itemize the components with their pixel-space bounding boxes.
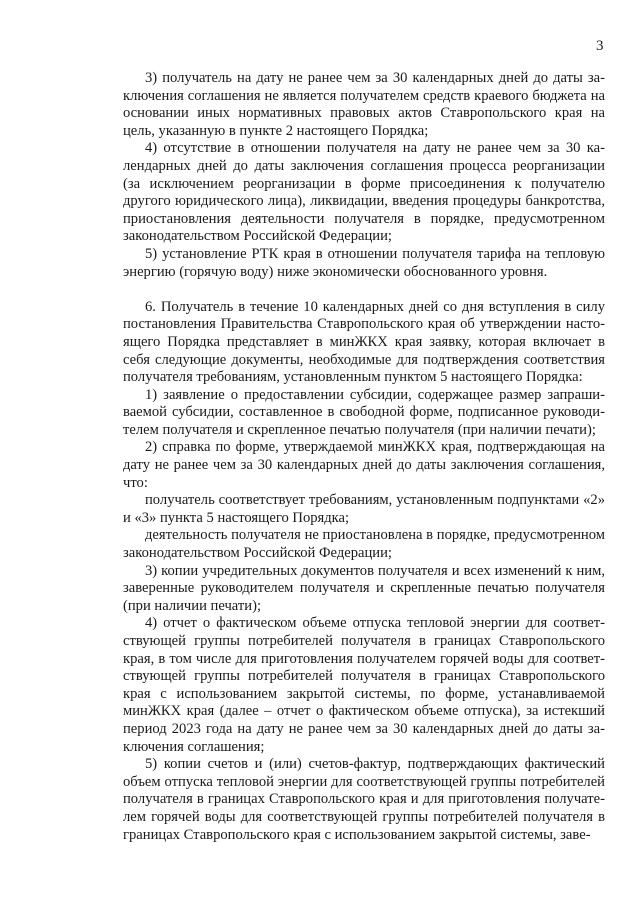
paragraph: 3) получатель на дату не ранее чем за 30 календарных дней до даты заключения соглашения не является получателем средств краевого бюджета на основании иных нормативных правовых актов Ставропольского края на цель, указанную в пункте 2 настоящего Порядка; <box>123 70 605 139</box>
paragraph: 5) установление РТК края в отношении получателя тарифа на тепловую энергию (горячую воду) ниже экономически обоснованного уровня. <box>123 245 605 280</box>
paragraph: 6. Получатель в течение 10 календарных дней со дня вступления в силу постановления Правительства Ставропольского края об утверждении настоящего Порядка представляет в минЖКХ края заявку, которая включает в себя следующие документы, необходимые для подтверждения соответствия получателя требованиям, установленным пунктом 5 настоящего Порядка: <box>123 298 605 386</box>
paragraph: 2) справка по форме, утверждаемой минЖКХ края, подтверждающая на дату не ранее чем за 30 календарных дней до даты заключения соглашения, что: <box>123 439 605 491</box>
paragraph: деятельность получателя не приостановлена в порядке, предусмотренном законодательством Российской Федерации; <box>123 527 605 562</box>
paragraph: 4) отсутствие в отношении получателя на дату не ранее чем за 30 календарных дней до даты заключения соглашения процесса реорганизации (за исключением реорганизации в форме присоединения к получателю другого юридического лица), ликвидации, введения процедуры банкротства, приостановления деятельности получателя в порядке, предусмотренном законодательством Российской Федерации; <box>123 140 605 245</box>
paragraph: 5) копии счетов и (или) счетов-фактур, подтверждающих фактический объем отпуска тепловой энергии для соответствующей группы потребителей получателя в границах Ставропольского края и для приготовления получателем горячей воды для соответствующей группы потребителей получателя в границах Ставропольского края с использованием закрытой системы, заве- <box>123 756 605 843</box>
document-body <box>123 70 605 844</box>
paragraph: получатель соответствует требованиям, установленным подпунктами «2» и «3» пункта 5 настоящего Порядка; <box>123 492 605 526</box>
paragraph: 4) отчет о фактическом объеме отпуска тепловой энергии для соответствующей группы потребителей получателя в границах Ставропольского края, в том числе для приготовления получателем горячей воды для соответствующей группы потребителей получателя в границах Ставропольского края с использованием закрытой системы, по форме, устанавливаемой минЖКХ края (далее – отчет о фактическом объеме отпуска), за истекший период 2023 года на дату не ранее чем за 30 календарных дней до даты заключения соглашения; <box>123 615 605 755</box>
paragraph: 1) заявление о предоставлении субсидии, содержащее размер запрашиваемой субсидии, составленное в свободной форме, подписанное руководителем получателя и скрепленное печатью получателя (при наличии печати); <box>123 386 605 438</box>
paragraph: 3) копии учредительных документов получателя и всех изменений к ним, заверенные руководителем получателя и скрепленные печатью получателя (при наличии печати); <box>123 562 605 614</box>
page-number: 3 <box>596 38 604 54</box>
